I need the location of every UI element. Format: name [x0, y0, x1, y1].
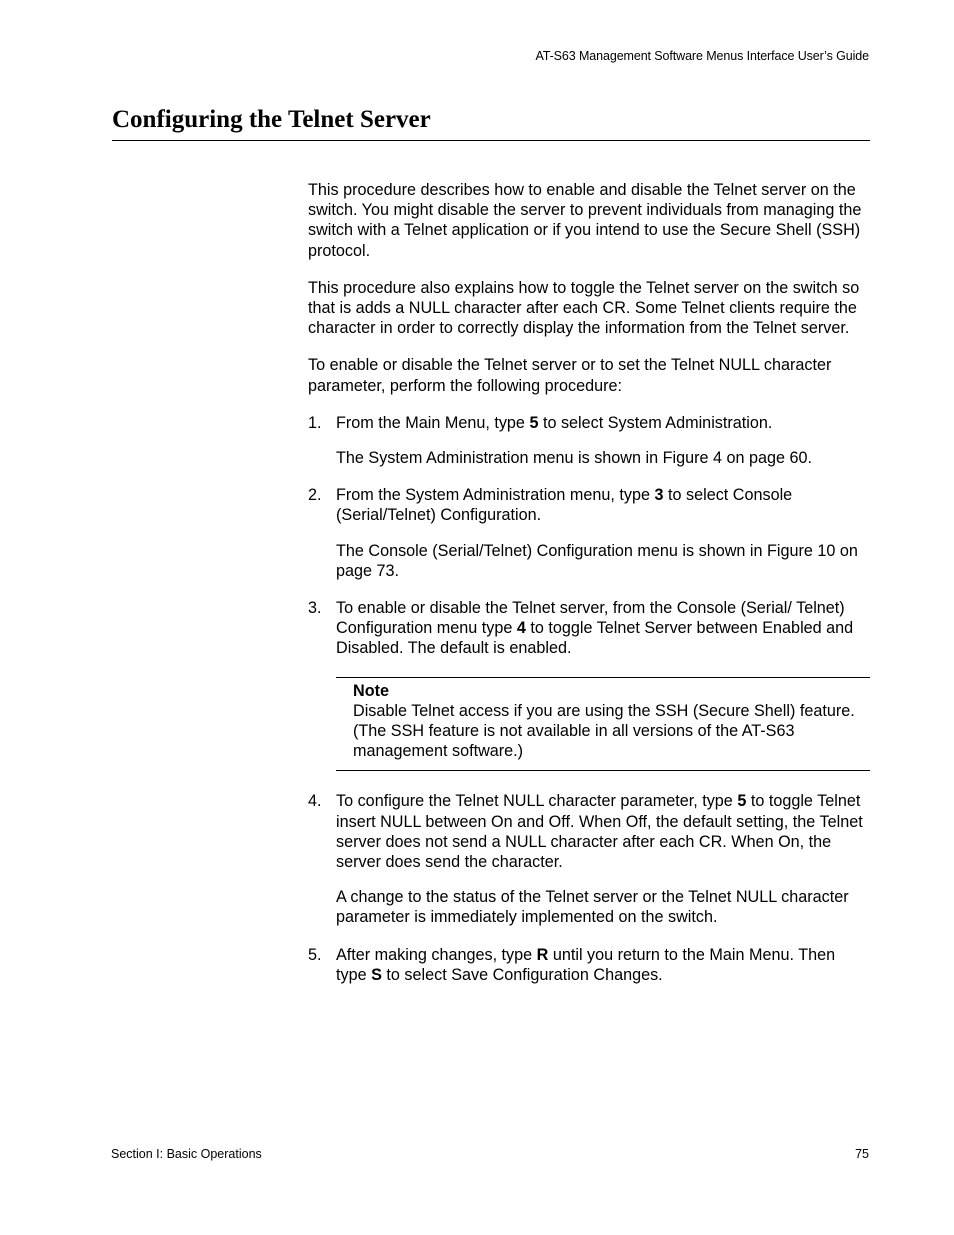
title-rule	[112, 140, 870, 141]
step-detail: A change to the status of the Telnet server or the Telnet NULL character parameter is immediately implemented on the switch.	[336, 888, 849, 927]
step-text: After making changes, type R until you return to the Main Menu. Then type S to select Save Configuration Changes.	[336, 945, 836, 984]
step-number: 5.	[308, 945, 322, 964]
note-label: Note	[353, 681, 389, 700]
intro-paragraph-3: To enable or disable the Telnet server or to set the Telnet NULL character parameter, perform the following procedure:	[308, 356, 832, 395]
intro-paragraph-1: This procedure describes how to enable and disable the Telnet server on the switch. You might disable the server to prevent individuals from managing the switch with a Telnet application or if you intend to use the Secure Shell (SSH) protocol.	[308, 181, 862, 260]
intro-paragraph-2: This procedure also explains how to toggle the Telnet server on the switch so that is adds a NULL character after each CR. Some Telnet clients require the character in order to correctly display the information from the Telnet server.	[308, 278, 860, 338]
step-5	[308, 945, 870, 985]
step-number: 3.	[308, 599, 322, 618]
key-label: 3	[654, 486, 664, 505]
note-box	[336, 677, 870, 772]
running-header: AT-S63 Management Software Menus Interface User’s Guide	[535, 49, 869, 63]
step-2	[308, 485, 870, 581]
step-4	[308, 791, 870, 927]
step-3	[308, 598, 870, 771]
key-label: 4	[516, 619, 526, 638]
step-number: 1.	[308, 413, 322, 432]
key-label: 5	[737, 792, 747, 811]
key-label: R	[536, 945, 549, 964]
page-number: 75	[855, 1147, 869, 1161]
step-number: 4.	[308, 792, 322, 811]
footer-section: Section I: Basic Operations	[111, 1147, 262, 1161]
section-title: Configuring the Telnet Server	[112, 106, 431, 133]
step-text: To configure the Telnet NULL character parameter, type 5 to toggle Telnet insert NULL between On and Off. When Off, the default setting, the Telnet server does not send a NULL character after each CR. When On, the server does send the character.	[336, 792, 863, 872]
key-label: S	[371, 965, 382, 984]
step-detail: The System Administration menu is shown in Figure 4 on page 60.	[336, 449, 812, 468]
step-number: 2.	[308, 486, 322, 505]
key-label: 5	[529, 413, 539, 432]
step-1	[308, 413, 870, 468]
step-text: To enable or disable the Telnet server, from the Console (Serial/ Telnet) Configuration menu type 4 to toggle Telnet Server between Enabled and Disabled. The default is enabled.	[336, 599, 854, 658]
step-text: From the Main Menu, type 5 to select System Administration.	[336, 413, 773, 432]
body-text	[308, 180, 870, 1000]
step-detail: The Console (Serial/Telnet) Configuration menu is shown in Figure 10 on page 73.	[336, 541, 858, 580]
step-text: From the System Administration menu, type 3 to select Console (Serial/Telnet) Configuration.	[336, 486, 793, 525]
note-text: Disable Telnet access if you are using the SSH (Secure Shell) feature. (The SSH feature is not available in all versions of the AT-S63 management software.)	[353, 701, 855, 761]
